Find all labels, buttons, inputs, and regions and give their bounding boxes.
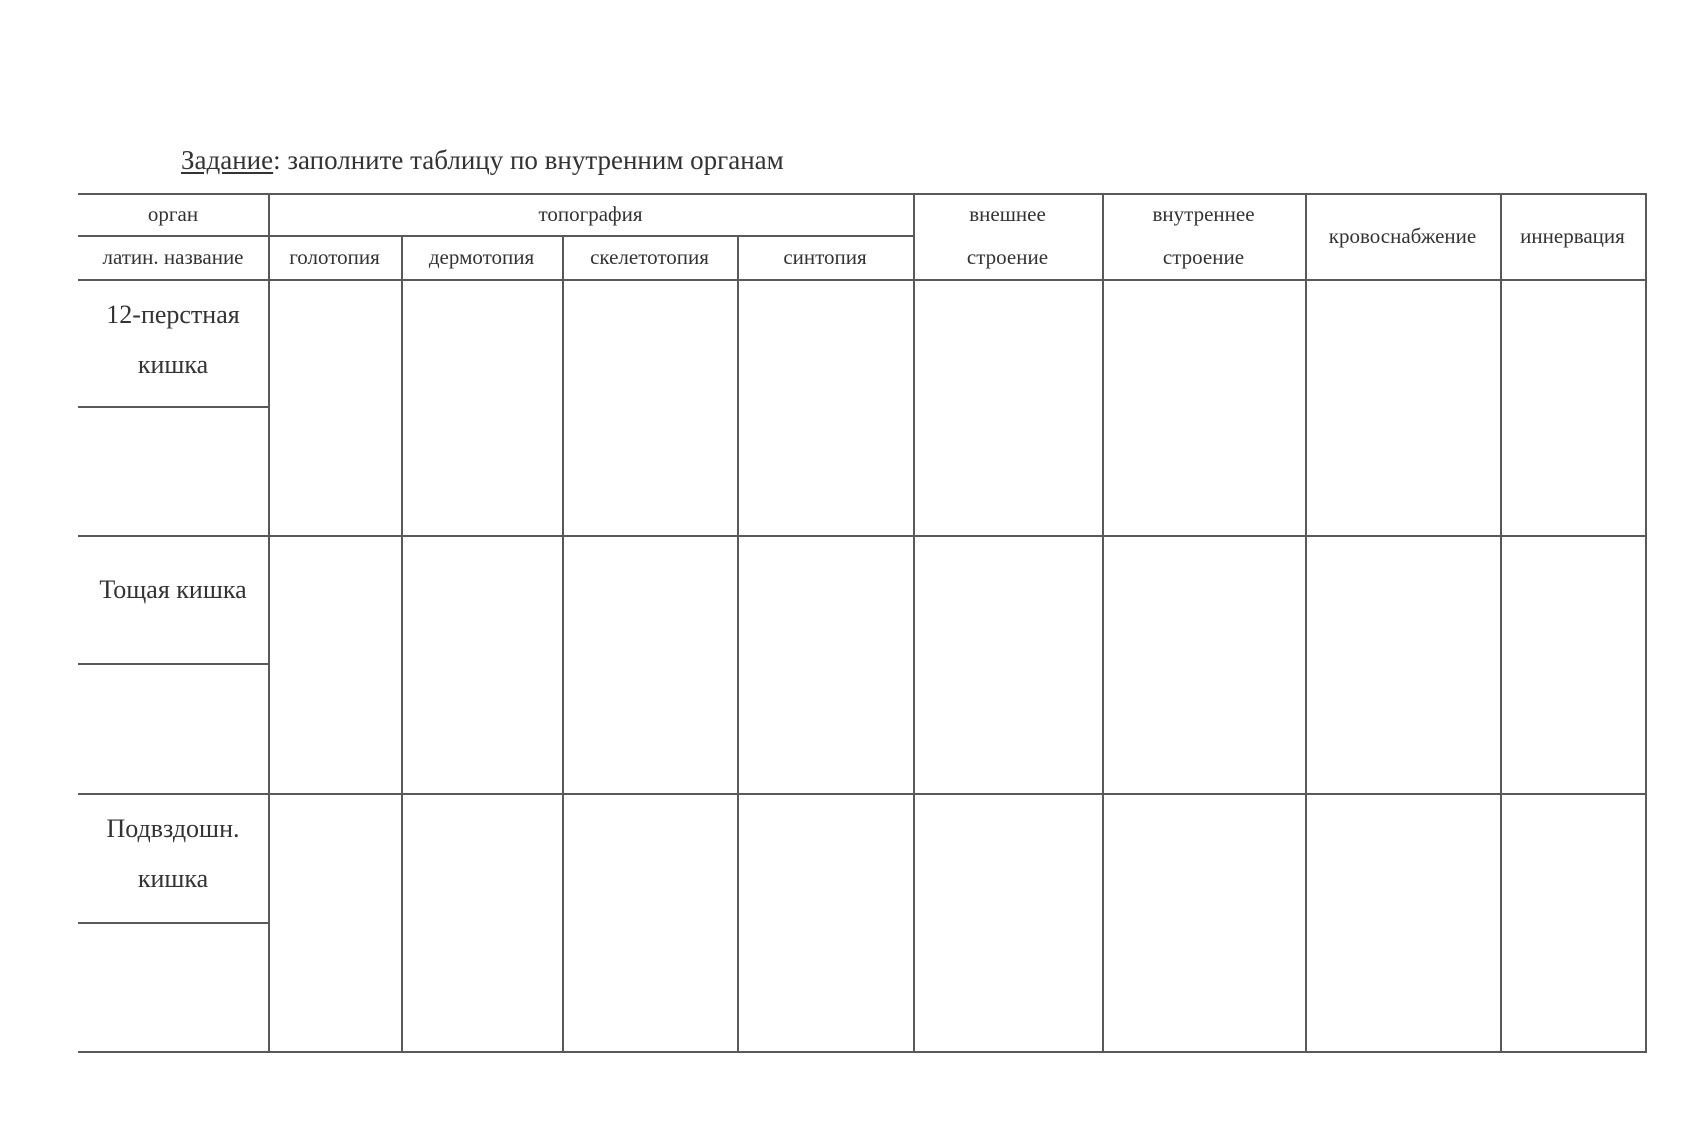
organ-name-line1: Тощая кишка xyxy=(99,575,247,604)
table-bottom-border xyxy=(78,1051,1645,1053)
row3-name-divider xyxy=(78,922,269,924)
organ-table xyxy=(78,193,1645,1053)
organ-name-jejunum xyxy=(78,565,268,615)
header-skeletotopy: скелетотопия xyxy=(590,245,709,269)
header-topography: топография xyxy=(538,202,643,226)
organ-name-line1: 12-перстная xyxy=(106,300,240,329)
col-border-external xyxy=(1102,193,1104,1053)
task-label: Задание xyxy=(181,145,274,175)
task-heading xyxy=(181,144,784,176)
col-border-holotopy xyxy=(401,235,403,1053)
table-right-border xyxy=(1645,193,1647,1053)
col-border-skeletotopy xyxy=(737,235,739,1053)
header-organ: орган xyxy=(147,202,199,226)
header-internal-line2: строение xyxy=(1162,245,1245,269)
row2-name-divider xyxy=(78,663,269,665)
col-border-internal xyxy=(1305,193,1307,1053)
organ-name-line2: кишка xyxy=(137,350,209,379)
row-divider-2 xyxy=(78,793,1645,795)
header-dermotopy: дермотопия xyxy=(428,245,535,269)
header-holotopy: голотопия xyxy=(289,245,380,269)
col-border-dermotopy xyxy=(562,235,564,1053)
row1-name-divider xyxy=(78,406,269,408)
organ-name-duodenum xyxy=(78,285,268,395)
task-text: : заполните таблицу по внутренним органам xyxy=(273,145,784,175)
row-divider-1 xyxy=(78,535,1645,537)
header-syntopy: синтопия xyxy=(783,245,867,269)
organ-name-line1: Подвздошн. xyxy=(106,814,240,843)
header-bottom-border xyxy=(78,279,1645,281)
header-external-line2: строение xyxy=(966,245,1049,269)
header-latin-name: латин. название xyxy=(102,245,244,269)
header-blood-supply: кровоснабжение xyxy=(1328,224,1477,248)
organ-name-ileum xyxy=(78,799,268,909)
organ-name-line2: кишка xyxy=(137,864,209,893)
col-border-organ xyxy=(268,193,270,1053)
col-border-blood xyxy=(1500,193,1502,1053)
col-border-syntopy xyxy=(913,193,915,1053)
header-innervation: иннервация xyxy=(1520,224,1625,248)
header-internal-line1: внутреннее xyxy=(1152,202,1255,226)
header-external-line1: внешнее xyxy=(969,202,1046,226)
